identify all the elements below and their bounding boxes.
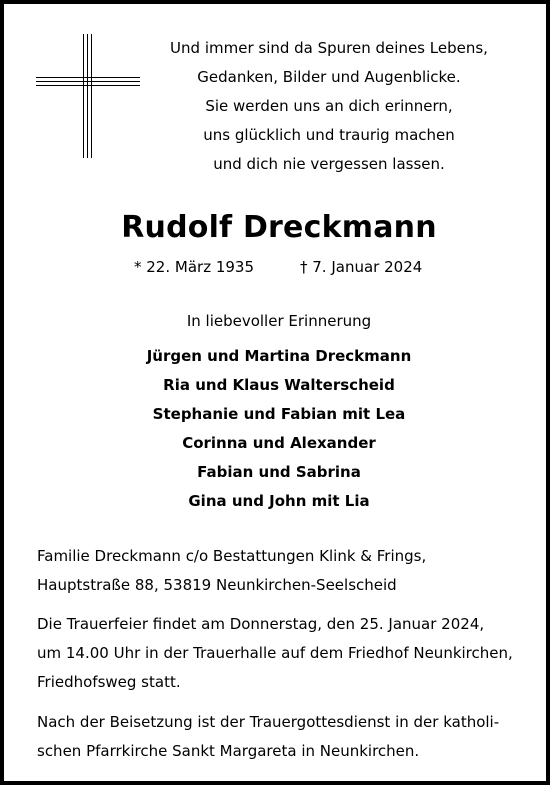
mourner-entry: Stephanie und Fabian mit Lea <box>152 405 406 423</box>
memorial-poem <box>159 34 499 179</box>
mass-info <box>37 708 527 766</box>
text-line: Die Trauerfeier findet am Donnerstag, den 25. Januar 2024, <box>37 615 485 633</box>
remembrance-intro: In liebevoller Erinnerung <box>186 312 372 330</box>
text-line: um 14.00 Uhr in der Trauerhalle auf dem Friedhof Neunkirchen, <box>37 644 513 662</box>
poem-line: und dich nie vergessen lassen. <box>213 155 445 173</box>
death-date: † 7. Januar 2024 <box>300 258 423 276</box>
funeral-info <box>37 610 527 697</box>
text-line: schen Pfarrkirche Sankt Margareta in Neunkirchen. <box>37 742 420 760</box>
mourner-entry: Gina und John mit Lia <box>188 492 370 510</box>
mourner-entry: Corinna und Alexander <box>182 434 376 452</box>
cross-icon <box>36 34 140 158</box>
birth-date: * 22. März 1935 <box>134 258 255 276</box>
mourner-entry: Fabian und Sabrina <box>197 463 361 481</box>
poem-line: Gedanken, Bilder und Augenblicke. <box>197 68 461 86</box>
poem-line: Sie werden uns an dich erinnern, <box>205 97 453 115</box>
mourners-list <box>4 342 550 516</box>
text-line: Hauptstraße 88, 53819 Neunkirchen-Seelscheid <box>37 576 397 594</box>
deceased-name: Rudolf Dreckmann <box>121 210 437 245</box>
text-line: Familie Dreckmann c/o Bestattungen Klink & Frings, <box>37 547 427 565</box>
contact-address <box>37 542 527 600</box>
mourner-entry: Jürgen und Martina Dreckmann <box>146 347 412 365</box>
mourner-entry: Ria und Klaus Walterscheid <box>163 376 395 394</box>
poem-line: Und immer sind da Spuren deines Lebens, <box>170 39 488 57</box>
text-line: Nach der Beisetzung ist der Trauergottesdienst in der katholi- <box>37 713 500 731</box>
poem-line: uns glücklich und traurig machen <box>203 126 455 144</box>
text-line: Friedhofsweg statt. <box>37 673 181 691</box>
